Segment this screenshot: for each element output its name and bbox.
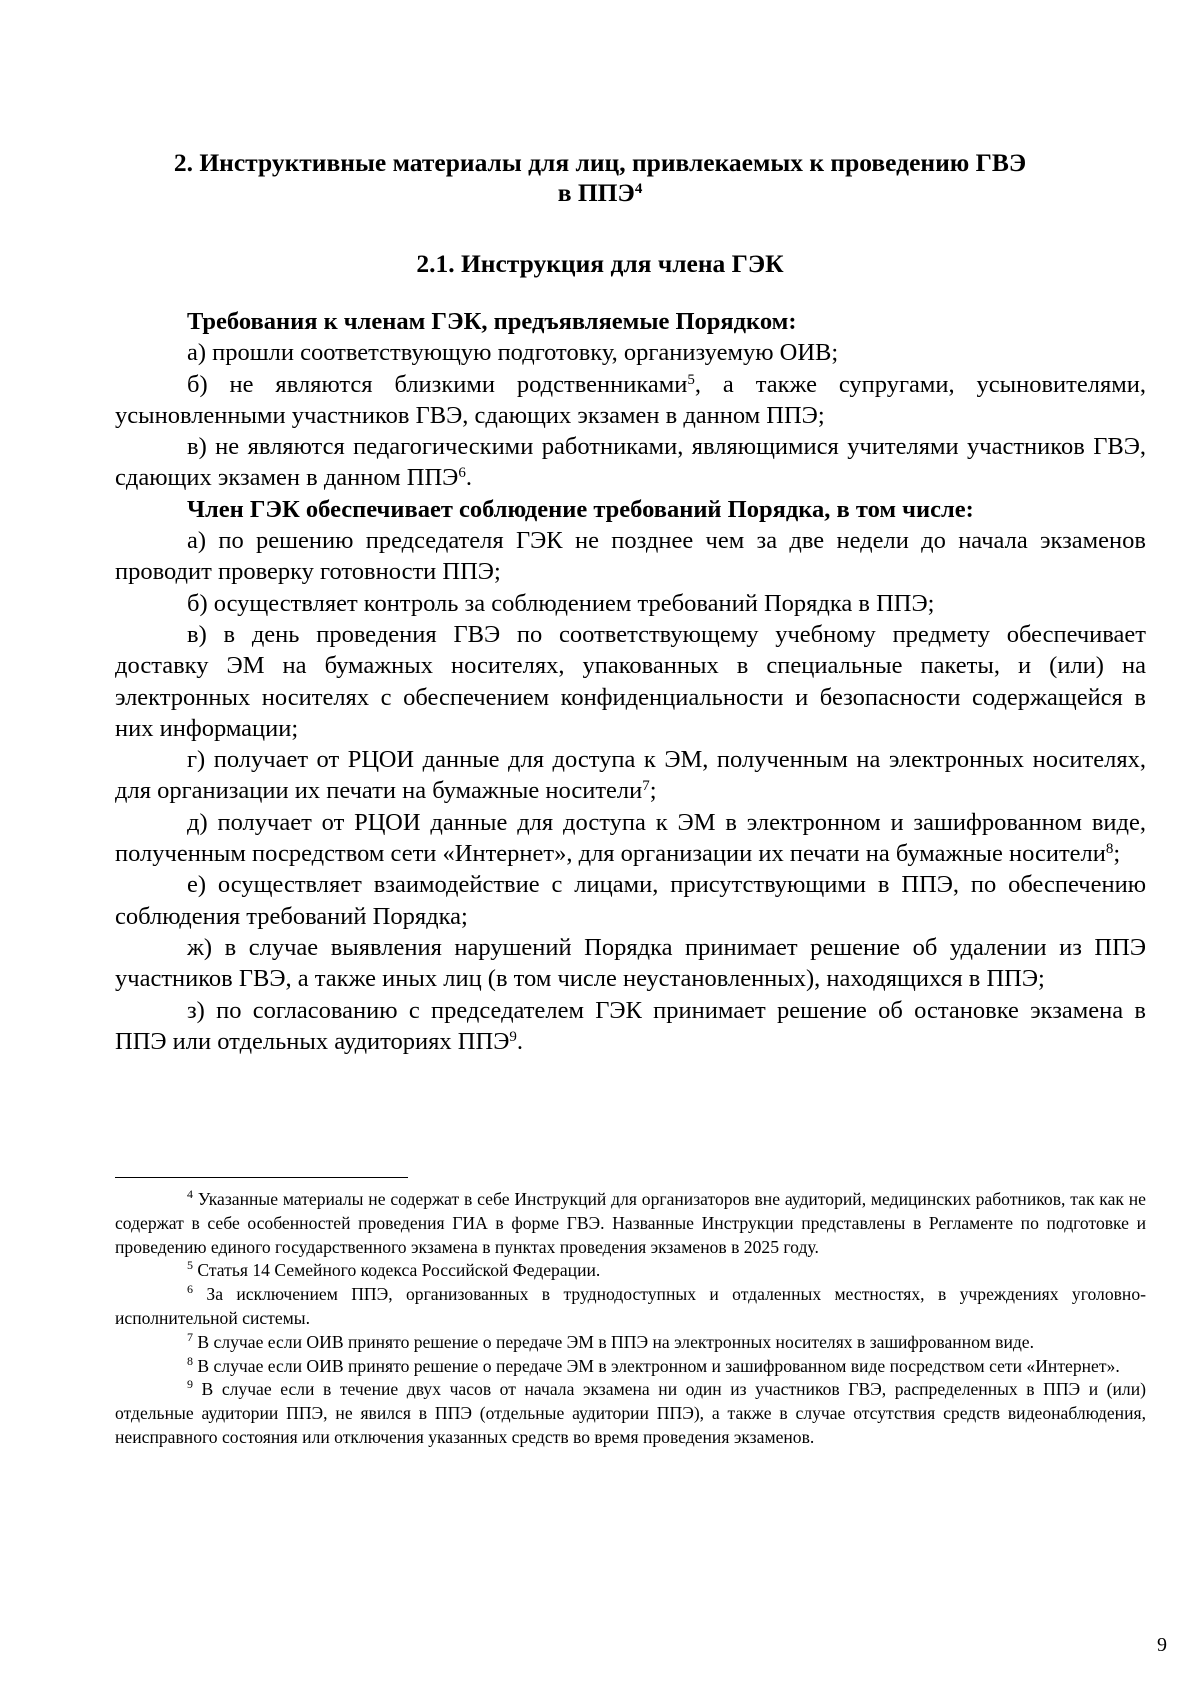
subsection-title: 2.1. Инструкция для члена ГЭК [416,249,784,278]
footnote-separator [115,1177,408,1178]
section-title [100,148,1100,208]
section-title-line1: 2. Инструктивные материалы для лиц, привлекаемых к проведению ГВЭ [173,148,1027,177]
footnote-6: $^6$ За исключением ППЭ, организованных в труднодоступных и отдаленных местностях, в учреждениях уголовно-исполнительной системы. [115,1282,1146,1328]
footnote-ref-9[interactable]: 9 [509,1028,517,1045]
duty-item-zh: ж) в случае выявления нарушений Порядка принимает решение об удалении из ППЭ участников ГВЭ, а также иных лиц (в том числе неустановленных), находящихся в ППЭ; [115,933,1146,993]
footnote-ref-4[interactable]: 4 [634,180,643,197]
requirement-item-v: в) не являются педагогическими работниками, являющимися учителями участников ГВЭ, сдающих экзамен в данном ППЭ$^6$. [115,433,1146,492]
duty-item-z: з) по согласованию с председателем ГЭК принимает решение об остановке экзамена в ППЭ или отдельных аудиториях ППЭ$^9$. [115,996,1146,1055]
footnote-ref-7[interactable]: 7 [642,778,650,795]
section-title-line2: в ППЭ [557,178,635,207]
requirement-item-a: а) прошли соответствующую подготовку, организуемую ОИВ; [187,339,839,367]
footnote-9: $^9$ В случае если в течение двух часов от начала экзамена ни один из участников ГВЭ, распределенных в ППЭ и (или) отдельные аудитории ППЭ, не явился в ППЭ (отдельные аудитории ППЭ), а также в случае отсутствия средств видеонаблюдения, неисправного состояния или отключения указанных средств во время проведения экзаменов. [115,1377,1146,1447]
requirements-header: Требования к членам ГЭК, предъявляемые Порядком: [187,308,797,335]
duty-item-g: г) получает от РЦОИ данные для доступа к ЭМ, полученным на электронных носителях, для организации их печати на бумажные носители$^7$; [115,746,1146,805]
duty-item-a: а) по решению председателя ГЭК не позднее чем за две недели до начала экзаменов проводит проверку готовности ППЭ; [115,527,1146,586]
page-number: 9 [1157,1634,1167,1656]
footnote-4: $^4$ Указанные материалы не содержат в себе Инструкций для организаторов вне аудиторий, медицинских работников, так как не содержат в себе особенностей проведения ГИА в форме ГВЭ. Названные Инструкции представлены в Регламенте по подготовке и проведению единого государственного экзамена в пунктах проведения экзаменов в 2025 году. [115,1186,1146,1257]
duty-item-d: д) получает от РЦОИ данные для доступа к ЭМ в электронном и зашифрованном виде, полученным посредством сети «Интернет», для организации их печати на бумажные носители$^8$; [115,808,1146,868]
duties-header: Член ГЭК обеспечивает соблюдение требований Порядка, в том числе: [187,495,974,523]
footnotes [115,1188,1146,1450]
footnote-ref-5[interactable]: 5 [687,371,695,388]
footnote-5: $^5$ Статья 14 Семейного кодекса Российской Федерации. [187,1258,601,1281]
footnote-7: $^7$ В случае если ОИВ принято решение о передаче ЭМ в ППЭ на электронных носителях в зашифрованном виде. [187,1329,1035,1352]
duty-item-v: в) в день проведения ГВЭ по соответствующему учебному предмету обеспечивает доставку ЭМ на бумажных носителях, упакованных в специальные пакеты, и (или) на электронных носителях с обеспечением конфиденциальности и безопасности содержащейся в них информации; [115,620,1146,742]
requirement-item-b: б) не являются близкими родственниками$^5$, а также супругами, усыновителями, усыновленными участников ГВЭ, сдающих экзамен в данном ППЭ; [115,370,1146,429]
footnote-8: $^8$ В случае если ОИВ принято решение о передаче ЭМ в электронном и зашифрованном виде посредством сети «Интернет». [187,1353,1120,1376]
duty-item-e: е) осуществляет взаимодействие с лицами, присутствующими в ППЭ, по обеспечению соблюдения требований Порядка; [115,871,1146,930]
footnote-ref-8[interactable]: 8 [1105,840,1114,857]
duty-item-b: б) осуществляет контроль за соблюдением требований Порядка в ППЭ; [187,589,935,617]
body-text [115,306,1146,1057]
footnote-ref-6[interactable]: 6 [458,465,466,482]
